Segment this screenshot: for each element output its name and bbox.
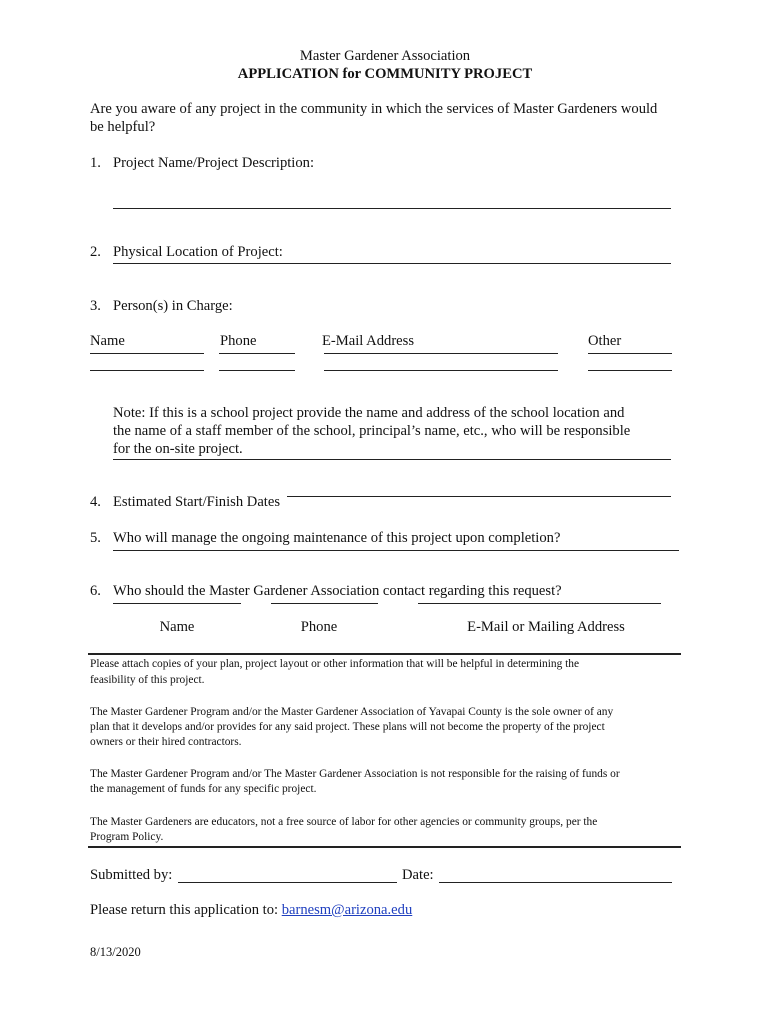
persons-header-other: Other <box>588 333 622 349</box>
school-note-line-3: for the on-site project. <box>113 441 243 457</box>
q3-label: Person(s) in Charge: <box>113 298 233 314</box>
notice-labor-line-1: The Master Gardeners are educators, not a free source of labor for other agencies or community groups, per the <box>90 816 598 828</box>
q4-label: Estimated Start/Finish Dates <box>113 494 281 510</box>
return-label: Please return this application to: <box>90 902 279 918</box>
persons-header-phone: Phone <box>220 333 257 349</box>
q2-label: Physical Location of Project: <box>113 244 283 260</box>
notices-top-divider <box>88 653 681 655</box>
persons-row1-email-line[interactable] <box>324 353 558 354</box>
submitted-by-label: Submitted by: <box>90 867 173 883</box>
persons-row2-name-line[interactable] <box>90 370 204 371</box>
persons-row2-other-line[interactable] <box>588 370 672 371</box>
contact-name-label: Name <box>159 619 195 635</box>
org-name: Master Gardener Association <box>299 48 471 64</box>
contact-email-line[interactable] <box>418 603 661 604</box>
q6-label: Who should the Master Gardener Association contact regarding this request? <box>113 583 562 599</box>
contact-name-line[interactable] <box>113 603 241 604</box>
school-note-line-2: the name of a staff member of the school, principal’s name, etc., who will be responsible <box>113 423 631 439</box>
page-title: APPLICATION for COMMUNITY PROJECT <box>237 66 533 82</box>
q5-number: 5. <box>90 530 101 546</box>
date-line[interactable] <box>439 882 672 883</box>
notices-bottom-divider <box>88 846 681 848</box>
return-instruction <box>90 902 412 919</box>
notice-funds-line-2: the management of funds for any specific project. <box>90 783 317 795</box>
contact-phone-label: Phone <box>300 619 338 635</box>
notice-owner-line-1: The Master Gardener Program and/or the Master Gardener Association of Yavapai County is the sole owner of any <box>90 706 614 718</box>
q1-answer-line[interactable] <box>113 208 671 209</box>
persons-header-name: Name <box>90 333 125 349</box>
persons-row2-phone-line[interactable] <box>219 370 295 371</box>
q3-number: 3. <box>90 298 101 314</box>
persons-row1-name-line[interactable] <box>90 353 204 354</box>
q5-label: Who will manage the ongoing maintenance of this project upon completion? <box>113 530 561 546</box>
q4-answer-line[interactable] <box>287 496 671 497</box>
contact-email-label: E-Mail or Mailing Address <box>467 619 625 635</box>
q6-number: 6. <box>90 583 101 599</box>
contact-phone-line[interactable] <box>271 603 378 604</box>
persons-row1-phone-line[interactable] <box>219 353 295 354</box>
persons-row2-email-line[interactable] <box>324 370 558 371</box>
q2-answer-line[interactable] <box>113 263 671 264</box>
submitted-by-line[interactable] <box>178 882 397 883</box>
school-note-answer-line[interactable] <box>113 459 671 460</box>
q1-number: 1. <box>90 155 101 171</box>
notice-attach-line-1: Please attach copies of your plan, project layout or other information that will be helpful in determining the <box>90 658 580 670</box>
notice-attach-line-2: feasibility of this project. <box>90 674 205 686</box>
notice-funds-line-1: The Master Gardener Program and/or The Master Gardener Association is not responsible for the raising of funds or <box>90 768 620 780</box>
return-email-link[interactable]: barnesm@arizona.edu <box>281 902 413 918</box>
notice-owner-line-3: owners or their hired contractors. <box>90 736 242 748</box>
notice-labor-line-2: Program Policy. <box>90 831 164 843</box>
q5-answer-line[interactable] <box>113 550 679 551</box>
school-note-line-1: Note: If this is a school project provide the name and address of the school location and <box>113 405 625 421</box>
q4-number: 4. <box>90 494 101 510</box>
persons-header-email: E-Mail Address <box>322 333 415 349</box>
intro-line-1: Are you aware of any project in the community in which the services of Master Gardeners would <box>90 101 658 117</box>
persons-row1-other-line[interactable] <box>588 353 672 354</box>
q2-number: 2. <box>90 244 101 260</box>
notice-owner-line-2: plan that it develops and/or provides for any said project. These plans will not become the property of the project <box>90 721 605 733</box>
intro-line-2: be helpful? <box>90 119 156 135</box>
q1-label: Project Name/Project Description: <box>113 155 315 171</box>
date-label: Date: <box>402 867 434 883</box>
footer-date: 8/13/2020 <box>90 945 141 959</box>
